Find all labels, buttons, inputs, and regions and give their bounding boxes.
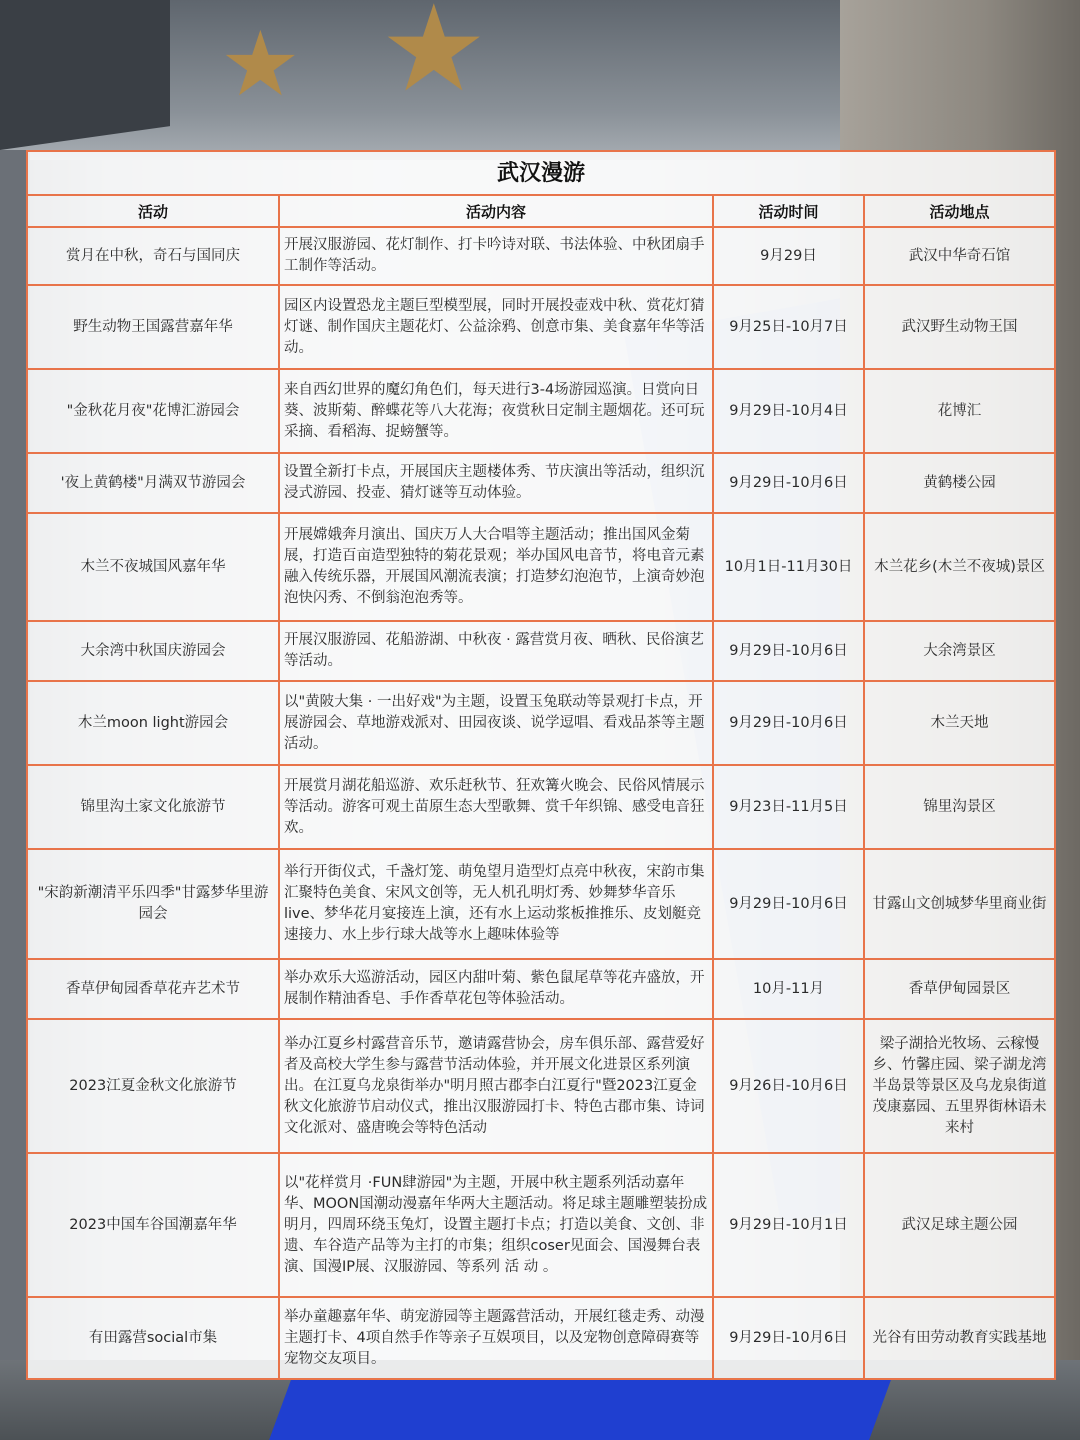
event-table-card (26, 150, 1054, 1380)
activity-place: 木兰花乡(木兰不夜城)景区 (864, 513, 1055, 621)
table-row (27, 621, 1055, 681)
table-row (27, 453, 1055, 513)
activity-name: 锦里沟土家文化旅游节 (27, 765, 279, 849)
activity-place: 武汉中华奇石馆 (864, 227, 1055, 285)
table-row (27, 227, 1055, 285)
activity-place: 梁子湖拾光牧场、云稼慢乡、竹馨庄园、梁子湖龙湾半岛景等景区及乌龙泉街道茂康嘉园、五里界街林语未来村 (864, 1019, 1055, 1153)
activity-time: 10月-11月 (713, 959, 864, 1019)
activity-content: 举办童趣嘉年华、萌宠游园等主题露营活动，开展红毯走秀、动漫主题打卡、4项自然手作等亲子互娱项目，以及宠物创意障碍赛等宠物交友项目。 (279, 1297, 713, 1379)
star-ornament: ★ (380, 0, 488, 119)
activity-content: 园区内设置恐龙主题巨型模型展，同时开展投壶戏中秋、赏花灯猜灯谜、制作国庆主题花灯、公益涂鸦、创意市集、美食嘉年华等活动。 (279, 285, 713, 369)
activity-content: 来自西幻世界的魔幻角色们，每天进行3-4场游园巡演。日赏向日葵、波斯菊、醉蝶花等八大花海；夜赏秋日定制主题烟花。还可玩采摘、看稻海、捉螃蟹等。 (279, 369, 713, 453)
activity-place: 武汉足球主题公园 (864, 1153, 1055, 1297)
table-row (27, 369, 1055, 453)
activity-time: 9月29日-10月6日 (713, 681, 864, 765)
event-table (26, 150, 1056, 1380)
table-row (27, 1019, 1055, 1153)
header-content: 活动内容 (279, 195, 713, 227)
table-row (27, 959, 1055, 1019)
activity-time: 10月1日-11月30日 (713, 513, 864, 621)
table-row (27, 1153, 1055, 1297)
activity-place: 花博汇 (864, 369, 1055, 453)
activity-place: 光谷有田劳动教育实践基地 (864, 1297, 1055, 1379)
activity-time: 9月29日-10月6日 (713, 849, 864, 959)
activity-name: 野生动物王国露营嘉年华 (27, 285, 279, 369)
activity-name: "宋韵新潮清平乐四季"甘露梦华里游园会 (27, 849, 279, 959)
activity-time: 9月26日-10月6日 (713, 1019, 864, 1153)
activity-content: 开展赏月湖花船巡游、欢乐赶秋节、狂欢篝火晚会、民俗风情展示等活动。游客可观土苗原生态大型歌舞、赏千年织锦、感受电音狂欢。 (279, 765, 713, 849)
activity-place: 锦里沟景区 (864, 765, 1055, 849)
activity-time: 9月29日 (713, 227, 864, 285)
activity-place: 武汉野生动物王国 (864, 285, 1055, 369)
header-place: 活动地点 (864, 195, 1055, 227)
table-row (27, 849, 1055, 959)
activity-time: 9月29日-10月6日 (713, 453, 864, 513)
header-time: 活动时间 (713, 195, 864, 227)
activity-name: 大余湾中秋国庆游园会 (27, 621, 279, 681)
activity-place: 黄鹤楼公园 (864, 453, 1055, 513)
activity-name: 有田露营social市集 (27, 1297, 279, 1379)
star-ornament: ★ (220, 12, 301, 117)
storefront-sign (0, 0, 170, 150)
activity-name: "金秋花月夜"花博汇游园会 (27, 369, 279, 453)
activity-place: 大余湾景区 (864, 621, 1055, 681)
activity-name: 木兰moon light游园会 (27, 681, 279, 765)
table-row (27, 681, 1055, 765)
activity-time: 9月29日-10月6日 (713, 621, 864, 681)
title-row (27, 151, 1055, 195)
activity-name: 2023江夏金秋文化旅游节 (27, 1019, 279, 1153)
activity-content: 开展嫦娥奔月演出、国庆万人大合唱等主题活动；推出国风金菊展，打造百亩造型独特的菊花景观；举办国风电音节，将电音元素融入传统乐器，开展国风潮流表演；打造梦幻泡泡节，上演奇妙泡泡快闪秀、不倒翁泡泡秀等。 (279, 513, 713, 621)
activity-content: 开展汉服游园、花船游湖、中秋夜 · 露营赏月夜、晒秋、民俗演艺等活动。 (279, 621, 713, 681)
header-activity: 活动 (27, 195, 279, 227)
activity-name: 2023中国车谷国潮嘉年华 (27, 1153, 279, 1297)
table-row (27, 513, 1055, 621)
activity-place: 香草伊甸园景区 (864, 959, 1055, 1019)
table-row (27, 765, 1055, 849)
header-row (27, 195, 1055, 227)
activity-name: 香草伊甸园香草花卉艺术节 (27, 959, 279, 1019)
table-row (27, 285, 1055, 369)
activity-name: 木兰不夜城国风嘉年华 (27, 513, 279, 621)
table-body (27, 227, 1055, 1379)
activity-name: '夜上黄鹤楼"月满双节游园会 (27, 453, 279, 513)
activity-time: 9月23日-11月5日 (713, 765, 864, 849)
activity-time: 9月25日-10月7日 (713, 285, 864, 369)
activity-content: 举行开街仪式，千盏灯笼、萌兔望月造型灯点亮中秋夜，宋韵市集汇聚特色美食、宋风文创等，无人机孔明灯秀、妙舞梦华音乐live、梦华花月宴接连上演，还有水上运动浆板推推乐、皮划艇竞速接力、水上步行球大战等水上趣味体验等 (279, 849, 713, 959)
activity-content: 设置全新打卡点，开展国庆主题楼体秀、节庆演出等活动，组织沉浸式游园、投壶、猜灯谜等互动体验。 (279, 453, 713, 513)
activity-content: 举办欢乐大巡游活动，园区内甜叶菊、紫色鼠尾草等花卉盛放，开展制作精油香皂、手作香草花包等体验活动。 (279, 959, 713, 1019)
activity-content: 以"花样赏月 ·FUN肆游园"为主题，开展中秋主题系列活动嘉年华、MOON国潮动漫嘉年华两大主题活动。将足球主题雕塑装扮成明月，四周环绕玉兔灯，设置主题打卡点；打造以美食、文创、非遗、车谷造产品等为主打的市集；组织coser见面会、国漫舞台表演、国漫IP展、汉服游园、等系列 活 动 。 (279, 1153, 713, 1297)
activity-content: 举办江夏乡村露营音乐节，邀请露营协会，房车俱乐部、露营爱好者及高校大学生参与露营节活动体验，并开展文化进景区系列演出。在江夏乌龙泉街举办"明月照古郡李白江夏行"暨2023江夏金秋文化旅游节启动仪式，推出汉服游园打卡、特色古郡市集、诗词文化派对、盛唐晚会等特色活动 (279, 1019, 713, 1153)
blue-mat (269, 1380, 891, 1440)
table-row (27, 1297, 1055, 1379)
table-title: 武汉漫游 (27, 151, 1055, 195)
activity-content: 以"黄陂大集 · 一出好戏"为主题，设置玉兔联动等景观打卡点，开展游园会、草地游戏派对、田园夜谈、说学逗唱、看戏品茶等主题活动。 (279, 681, 713, 765)
activity-content: 开展汉服游园、花灯制作、打卡吟诗对联、书法体验、中秋团扇手工制作等活动。 (279, 227, 713, 285)
activity-time: 9月29日-10月1日 (713, 1153, 864, 1297)
activity-name: 赏月在中秋，奇石与国同庆 (27, 227, 279, 285)
activity-place: 木兰天地 (864, 681, 1055, 765)
activity-place: 甘露山文创城梦华里商业街 (864, 849, 1055, 959)
activity-time: 9月29日-10月6日 (713, 1297, 864, 1379)
activity-time: 9月29日-10月4日 (713, 369, 864, 453)
